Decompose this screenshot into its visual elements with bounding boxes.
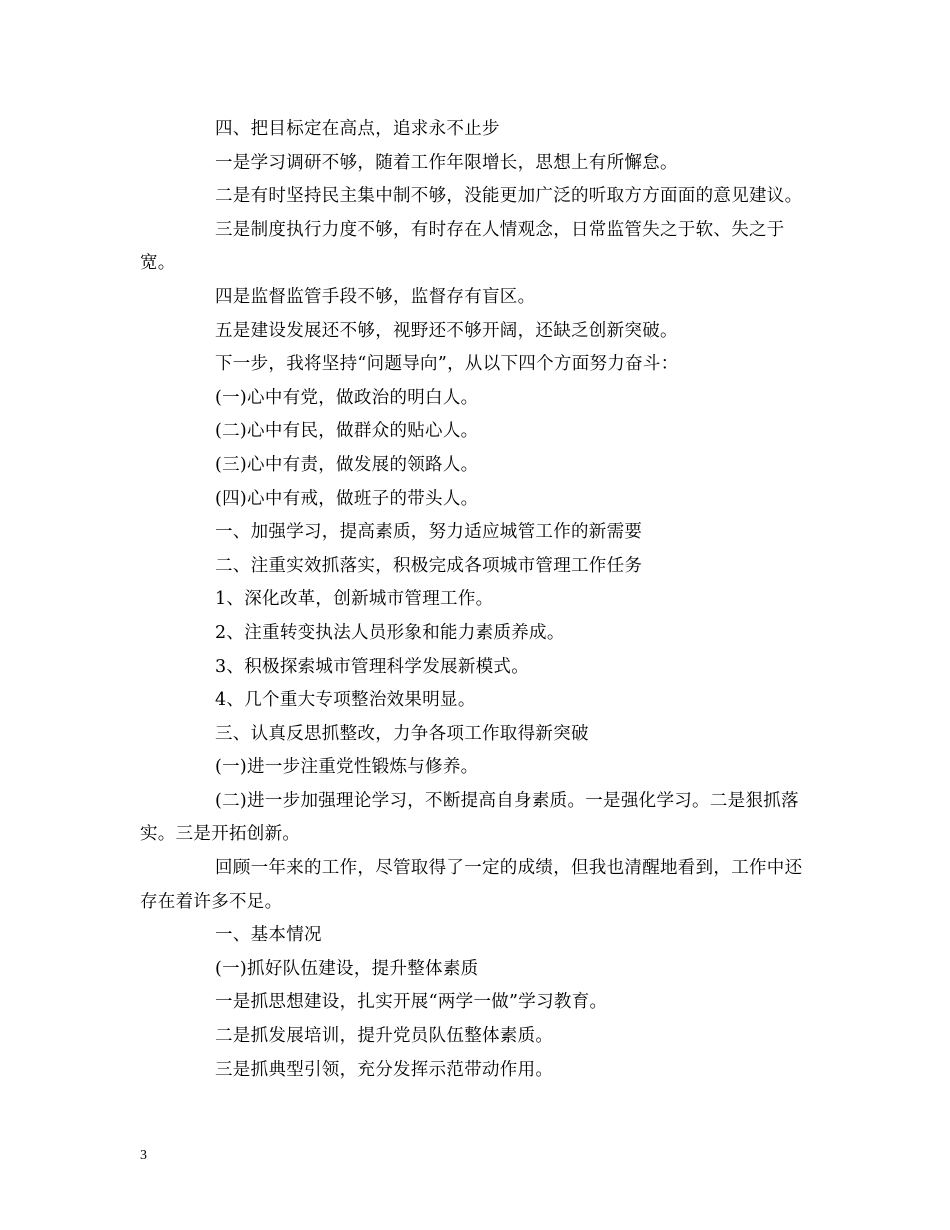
- paragraph: 2、注重转变执法人员形象和能力素质养成。: [215, 622, 565, 643]
- paragraph: 二是抓发展培训，提升党员队伍整体素质。: [215, 1026, 554, 1047]
- paragraph: (四)心中有戒，做班子的带头人。: [215, 488, 479, 509]
- paragraph: (三)心中有责，做发展的领路人。: [215, 454, 479, 475]
- paragraph: (二)心中有民，做群众的贴心人。: [215, 421, 479, 442]
- document-body: [140, 113, 812, 1087]
- paragraph: 1、深化改革，创新城市管理工作。: [215, 589, 494, 610]
- paragraph: 一、加强学习，提高素质，努力适应城管工作的新需要: [215, 522, 643, 543]
- page-number: 3: [140, 1148, 147, 1163]
- paragraph: (一)进一步注重党性锻炼与修养。: [215, 757, 479, 778]
- paragraph: (一)抓好队伍建设，提升整体素质: [215, 958, 479, 979]
- paragraph: 下一步，我将坚持“问题导向”，从以下四个方面努力奋斗：: [215, 354, 679, 375]
- paragraph: 四、把目标定在高点，追求永不止步: [215, 119, 500, 139]
- paragraph: 一是抓思想建设，扎实开展“两学一做”学习教育。: [215, 992, 608, 1013]
- paragraph: 二是有时坚持民主集中制不够，没能更加广泛的听取方方面面的意见建议。: [215, 186, 803, 207]
- paragraph: 三、认真反思抓整改，力争各项工作取得新突破: [215, 723, 589, 744]
- paragraph: 回顾一年来的工作，尽管取得了一定的成绩，但我也清醒地看到，工作中还存在着许多不足。: [140, 858, 803, 912]
- paragraph: (一)心中有党，做政治的明白人。: [215, 387, 479, 408]
- paragraph: 三是抓典型引领，充分发挥示范带动作用。: [215, 1059, 554, 1080]
- paragraph: 五是建设发展还不够，视野还不够开阔，还缺乏创新突破。: [215, 320, 678, 341]
- paragraph: 三是制度执行力度不够，有时存在人情观念，日常监管失之于软、失之于宽。: [140, 219, 785, 274]
- paragraph: (二)进一步加强理论学习，不断提高自身素质。一是强化学习。二是狠抓落实。三是开拓创新。: [140, 790, 799, 845]
- paragraph: 3、积极探索城市管理科学发展新模式。: [215, 656, 530, 677]
- paragraph: 一是学习调研不够，随着工作年限增长，思想上有所懈怠。: [215, 152, 678, 173]
- paragraph: 4、几个重大专项整治效果明显。: [215, 690, 476, 711]
- paragraph: 二、注重实效抓落实，积极完成各项城市管理工作任务: [215, 555, 643, 576]
- paragraph: 四是监督监管手段不够，监督存有盲区。: [215, 286, 536, 307]
- paragraph: 一、基本情况: [215, 925, 322, 946]
